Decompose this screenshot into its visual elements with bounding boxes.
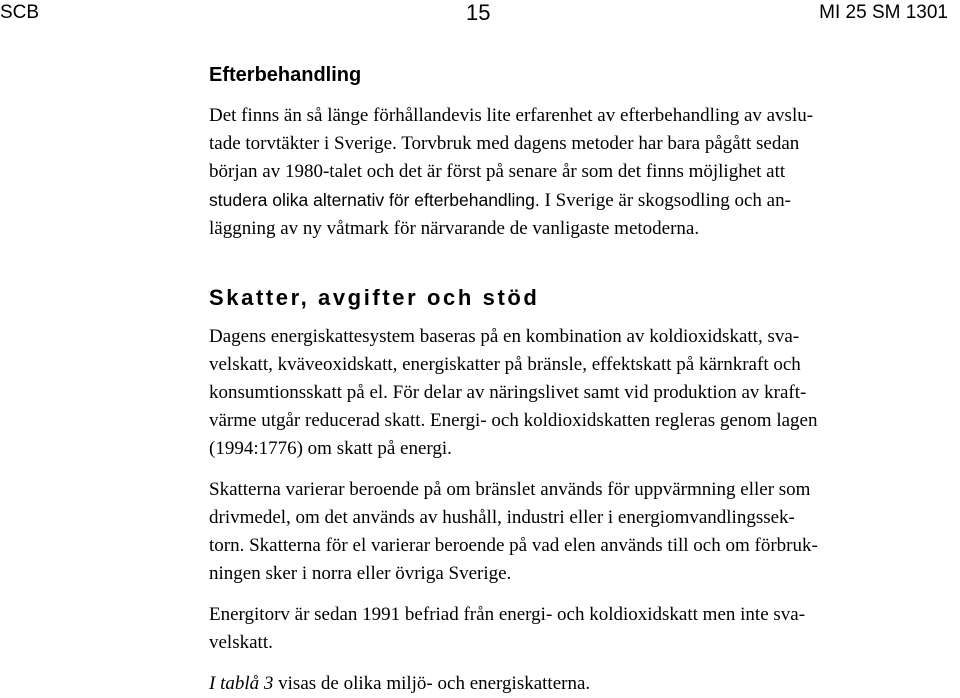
header-org: SCB [0, 2, 40, 23]
text-line: velskatt, kväveoxidskatt, energiskatter på bränsle, effektskatt på kärnkraft och [209, 354, 801, 375]
text-line: läggning av ny våtmark för närvarande de vanligaste metoderna. [209, 218, 700, 239]
text-segment-sans: studera olika alternativ för efterbehandling. [209, 190, 540, 210]
text-line: velskatt. [209, 632, 273, 653]
text-segment: visas de olika miljö- och energiskatterna. [273, 673, 591, 694]
text-line [209, 670, 949, 698]
header-report-id: MI 25 SM 1301 [819, 2, 948, 23]
paragraph-energitorv [209, 601, 949, 657]
text-line: Energitorv är sedan 1991 befriad från energi- och koldioxidskatt men inte sva- [209, 604, 806, 625]
text-line: torn. Skatterna för el varierar beroende på vad elen används till och om förbruk- [209, 535, 818, 556]
paragraph-skatterna-varierar [209, 476, 949, 588]
text-line-mixed [209, 186, 949, 215]
section-title-efterbehandling: Efterbehandling [209, 64, 362, 86]
text-line: drivmedel, om det används av hushåll, industri eller i energiomvandlingssek- [209, 507, 795, 528]
paragraph-tabla-reference [209, 670, 949, 698]
page-header [0, 0, 960, 30]
text-line: Det finns än så länge förhållandevis lite erfarenhet av efterbehandling av avslu- [209, 105, 814, 126]
text-line: (1994:1776) om skatt på energi. [209, 438, 452, 459]
text-segment: I Sverige är skogsodling och an- [539, 190, 791, 211]
text-line: Skatterna varierar beroende på om bränslet används för uppvärmning eller som [209, 479, 811, 500]
text-line: konsumtionsskatt på el. För delar av näringslivet samt vid produktion av kraft- [209, 382, 807, 403]
page-number: 15 [466, 0, 491, 25]
text-line: Dagens energiskattesystem baseras på en kombination av koldioxidskatt, sva- [209, 326, 800, 347]
text-line: tade torvtäkter i Sverige. Torvbruk med dagens metoder har bara pågått sedan [209, 133, 800, 154]
document-body [209, 60, 949, 698]
table-reference-link: I tablå 3 [209, 673, 274, 694]
paragraph-energiskattesystem [209, 323, 949, 463]
text-line: början av 1980-talet och det är först på senare år som det finns möjlighet att [209, 161, 786, 182]
text-line: värme utgår reducerad skatt. Energi- och koldioxidskatten regleras genom lagen [209, 410, 818, 431]
section-title-skatter: Skatter, avgifter och stöd [209, 285, 540, 310]
paragraph-efterbehandling [209, 102, 949, 243]
text-line: ningen sker i norra eller övriga Sverige. [209, 563, 512, 584]
